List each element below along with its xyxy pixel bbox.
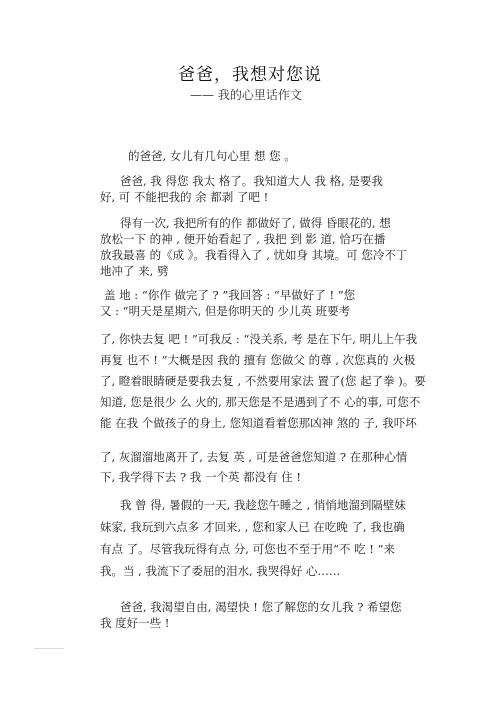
paragraph-line: 我。当 , 我流下了委屈的泪水, 我哭得好 心…… bbox=[100, 564, 341, 578]
paragraph-line: 又 : “明天是星期六, 但是你明天的 少儿英 班要考 bbox=[100, 304, 351, 318]
paragraph-line: 得有一次, 我把所有的作 都做好了, 做得 昏眼花的, 想 bbox=[120, 216, 391, 230]
paragraph-line: 我 度好一些 ! bbox=[100, 616, 170, 630]
paragraph-line: 地冲了 来, 劈 bbox=[100, 264, 169, 278]
paragraph-line: 爸爸, 我 得您 我太 格了。我知道大人 我 格, 是要我 bbox=[120, 174, 383, 188]
paragraph-line: 了, 灰溜溜地离开了, 去复 英 , 可是爸爸您知道 ? 在那种心情 bbox=[100, 450, 408, 464]
paragraph-line: 的爸爸, 女儿有几句心里 想 您 。 bbox=[128, 149, 296, 163]
paragraph-line: 放我最喜 的《成 》。我看得入了 , 忧如身 其境。可 您冷不丁 bbox=[100, 248, 408, 262]
paragraph-line: 能 在我 个做孩子的身上, 您知道看着您那凶神 煞的 子, 我吓坏 bbox=[100, 416, 417, 430]
paragraph-line: 爸爸, 我渴望自由, 渴望快 ! 您了解您的女儿我 ? 希望您 bbox=[120, 600, 402, 614]
page-title: 爸爸，我想对您说 bbox=[178, 65, 322, 85]
paragraph-line: 了, 你快去复 吧 ! ”可我反 : “没关系, 考 是在下午, 明儿上午我 bbox=[100, 332, 418, 346]
page-mark bbox=[34, 648, 64, 649]
paragraph-line: 我 曾 得, 暑假的一天, 我趁您午睡之 , 悄悄地溜到隔壁妹 bbox=[120, 498, 406, 512]
paragraph-line: 有点 了。尽管我玩得有点 分, 可您也不至于用“不 吃 ! ”来 bbox=[100, 542, 395, 556]
paragraph-line: 了, 瞪着眼睛硬是要我去复 , 不然要用家法 置了(您 起了拳 )。要 bbox=[100, 374, 426, 388]
paragraph-line: 好, 可 不能把我的 余 都剥 了吧 ! bbox=[100, 190, 269, 204]
paragraph-line: 盖 地 : “你作 做完了 ? ”我回答 : “早做好了 ! ”您 bbox=[104, 288, 356, 302]
paragraph-line: 放松一下 的神 , 便开始看起了 , 我把 到 影 道, 恰巧在播 bbox=[100, 232, 386, 246]
page-subtitle: —— 我的心里话作文 bbox=[190, 88, 302, 102]
paragraph-line: 知道, 您是很少 么 火的, 那天您是不是遇到了不 心的事, 可您不 bbox=[100, 395, 421, 409]
paragraph-line: 再复 也不 ! ”大概是因 我的 擅有 您做父 的尊 , 次您真的 火极 bbox=[100, 353, 416, 367]
paragraph-line: 下, 我学得下去 ? 我 一个英 都没有 住 ! bbox=[100, 470, 302, 484]
paragraph-line: 妹家, 我玩到六点多 才回来, , 您和家人已 在吃晚 了, 我也确 bbox=[100, 520, 405, 534]
